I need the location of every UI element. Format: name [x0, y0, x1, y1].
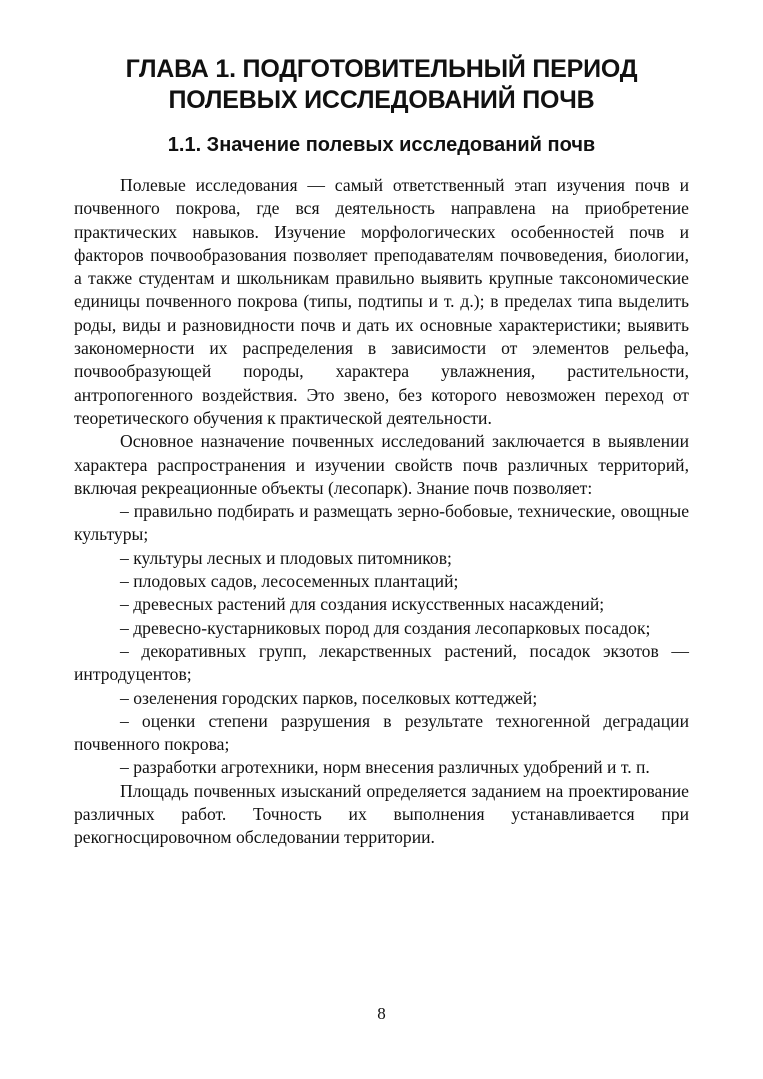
paragraph-area: Площадь почвенных изысканий определяется заданием на проектирование различных работ. Точность их выполнения устанавливается при рекогносцировочном обследовании территории. [74, 780, 689, 848]
chapter-title-line-1: ГЛАВА 1. ПОДГОТОВИТЕЛЬНЫЙ ПЕРИОД [125, 55, 638, 83]
chapter-title [74, 54, 689, 116]
section-title: 1.1. Значение полевых исследований почв [167, 134, 596, 156]
page-content [74, 54, 689, 850]
list-item: – озеленения городских парков, поселковых коттеджей; [120, 687, 538, 708]
list-item: – культуры лесных и плодовых питомников; [120, 547, 452, 568]
list-item: – древесных растений для создания искусственных насаждений; [120, 594, 605, 615]
page-number: 8 [377, 1004, 386, 1023]
body-text [74, 174, 689, 850]
list-item: – древесно-кустарниковых пород для создания лесопарковых посадок; [120, 617, 651, 638]
paragraph-purpose: Основное назначение почвенных исследований заключается в выявлении характера распространения и изучении свойств почв различных территорий, включая рекреационные объекты (лесопарк). Знание почв позволяет: [74, 431, 689, 498]
list-item: – разработки агротехники, норм внесения различных удобрений и т. п. [120, 757, 650, 778]
chapter-title-line-2: ПОЛЕВЫХ ИССЛЕДОВАНИЙ ПОЧВ [168, 86, 595, 114]
list-item: – правильно подбирать и размещать зерно-бобовые, технические, овощные культуры; [74, 501, 689, 545]
list-item: – плодовых садов, лесосеменных плантаций; [120, 571, 459, 592]
paragraph-intro: Полевые исследования — самый ответственный этап изучения почв и почвенного покрова, где вся деятельность направлена на приобретение практических навыков. Изучение морфологических особенностей почв и факторов почвообразования позволяет преподавателям почвоведения, биологии, а также студентам и школьникам правильно выявить крупные таксономические единицы почвенного покрова (типы, подтипы и т. д.); в пределах типа выделить роды, виды и разновидности почв и дать их основные характеристики; выявить закономерности их распределения в зависимости от элементов рельефа, почвообразующей породы, характера увлажнения, растительности, антропогенного воздействия. Это звено, без которого невозможен переход от теоретического обучения к практической деятельности. [74, 175, 689, 428]
list-item: – декоративных групп, лекарственных растений, посадок экзотов — интродуцентов; [74, 640, 689, 685]
list-item: – оценки степени разрушения в результате техногенной деградации почвенного покрова; [74, 710, 689, 755]
